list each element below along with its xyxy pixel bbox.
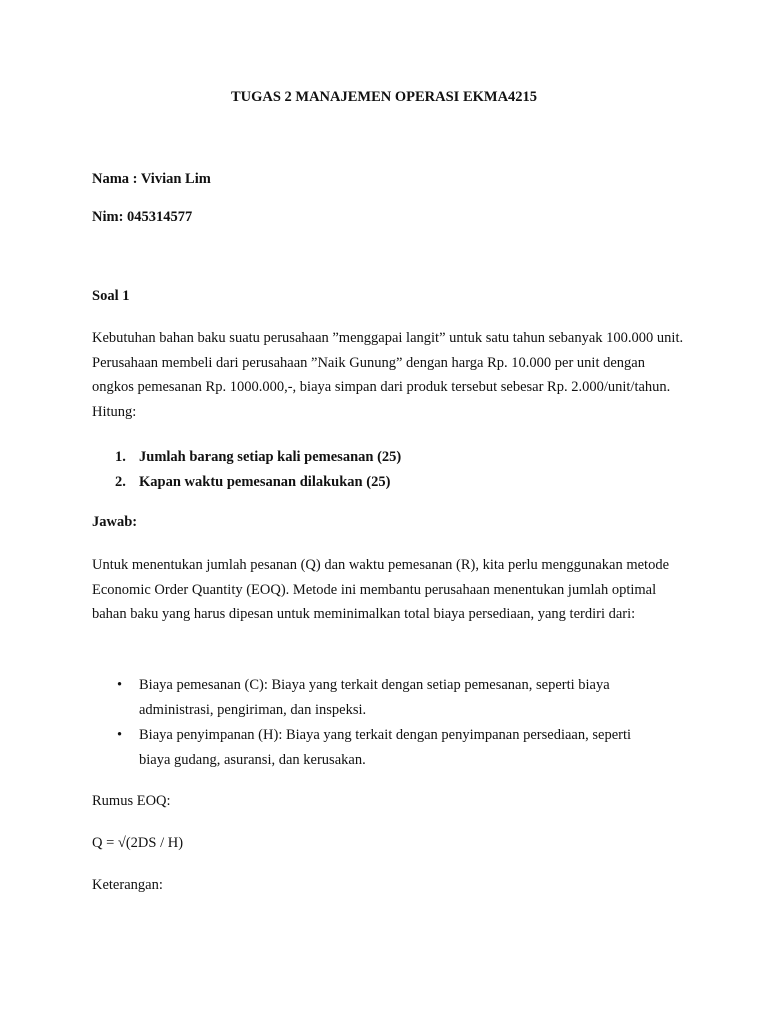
question-body: Kebutuhan bahan baku suatu perusahaan ”menggapai langit” untuk satu tahun sebanyak 100.000 unit. Perusahaan membeli dari perusahaan ”Naik Gunung” dengan harga Rp. 10.000 per unit dengan ongkos pemesanan Rp. 1000.000,-, biaya simpan dari produk tersebut sebesar Rp. 2.000/unit/tahun. Hitung: <box>92 330 684 420</box>
student-name: Nama : Vivian Lim <box>92 171 211 187</box>
list-marker: 2. <box>115 474 126 490</box>
bullet-text: Biaya pemesanan (C): Biaya yang terkait dengan setiap pemesanan, seperti biaya administrasi, pengiriman, dan inspeksi. <box>139 677 610 718</box>
bullet-marker: • <box>117 677 123 693</box>
question-item-text: Jumlah barang setiap kali pemesanan (25) <box>139 449 402 465</box>
question-item-2 <box>115 470 675 495</box>
formula-label: Rumus EOQ: <box>92 793 171 809</box>
answer-intro: Untuk menentukan jumlah pesanan (Q) dan waktu pemesanan (R), kita perlu menggunakan metode Economic Order Quantity (EOQ). Metode ini membantu perusahaan menentukan jumlah optimal bahan baku yang harus dipesan untuk meminimalkan total biaya persediaan, yang terdiri dari: <box>92 557 670 622</box>
answer-heading: Jawab: <box>92 514 138 530</box>
answer-bullet-1 <box>115 673 663 722</box>
question-item-text: Kapan waktu pemesanan dilakukan (25) <box>139 474 391 490</box>
question-heading: Soal 1 <box>92 288 130 304</box>
document-title: TUGAS 2 MANAJEMEN OPERASI EKMA4215 <box>230 89 538 105</box>
bullet-text: Biaya penyimpanan (H): Biaya yang terkait dengan penyimpanan persediaan, seperti biaya gudang, asuransi, dan kerusakan. <box>139 727 632 768</box>
eoq-formula: Q = √(2DS / H) <box>92 835 184 851</box>
question-item-1 <box>115 445 675 470</box>
student-nim: Nim: 045314577 <box>92 209 193 225</box>
list-marker: 1. <box>115 449 126 465</box>
answer-bullet-2 <box>115 723 663 772</box>
notes-label: Keterangan: <box>92 877 163 893</box>
bullet-marker: • <box>117 727 123 743</box>
